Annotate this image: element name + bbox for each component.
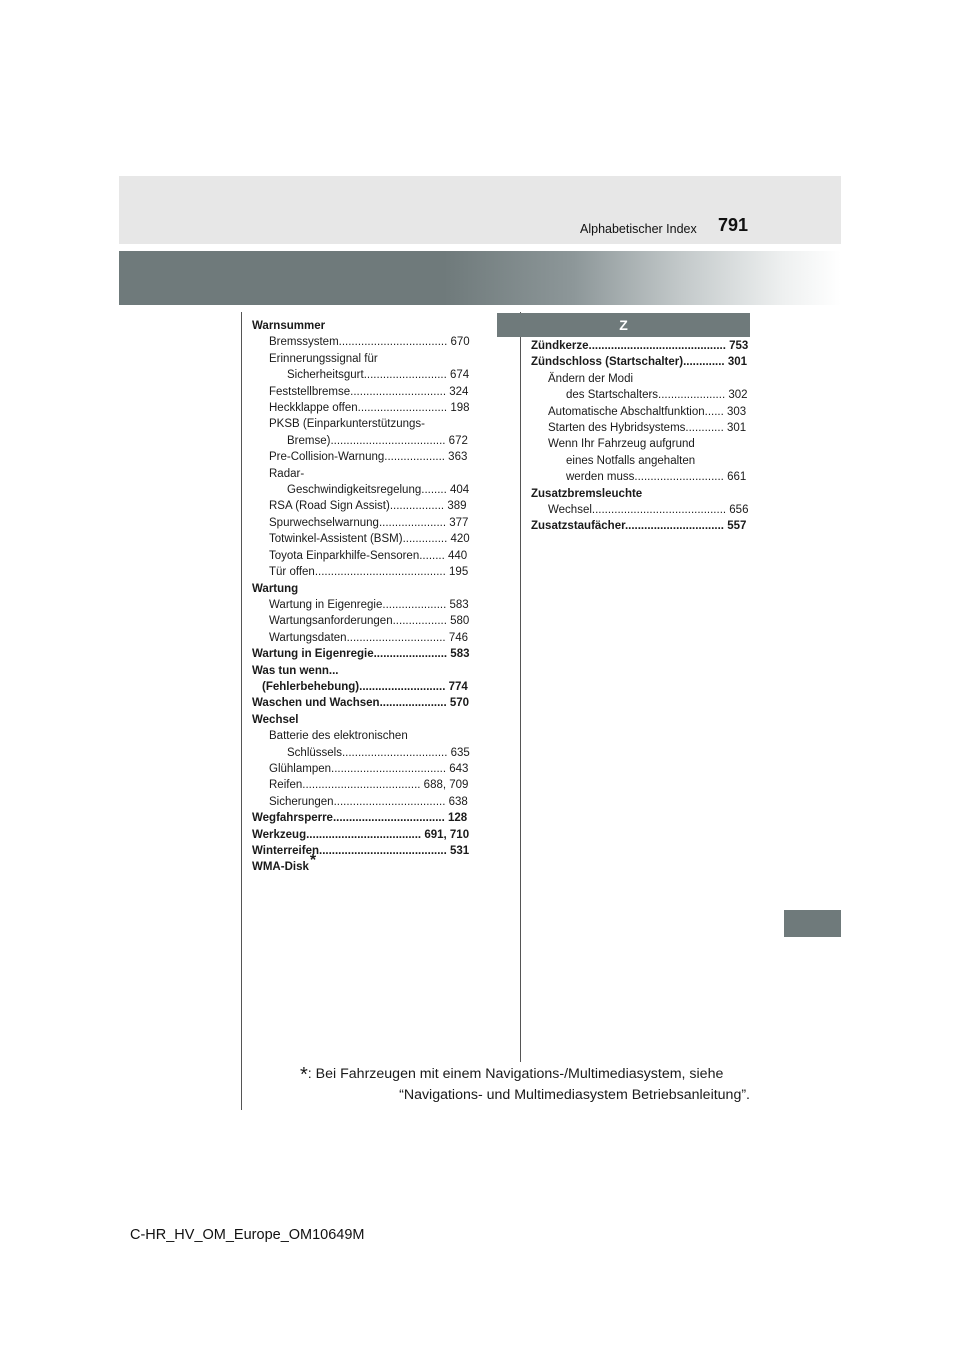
index-subentry <box>252 433 472 449</box>
entry-label: Reifen <box>269 779 303 792</box>
dot-leader: ..................................... <box>302 779 424 792</box>
page-reference: 128 <box>448 812 468 825</box>
entry-label: Winterreifen <box>252 845 319 857</box>
index-subentry <box>252 597 472 613</box>
index-subentry <box>252 728 472 744</box>
dot-leader: ................. <box>389 500 448 513</box>
index-heading <box>252 695 472 711</box>
dot-leader: .................................... <box>331 762 450 775</box>
page-reference: 198 <box>450 402 470 415</box>
page-reference: 688, 709 <box>423 779 469 792</box>
dot-leader: ..................... <box>379 697 450 710</box>
page-reference: 656 <box>729 504 749 517</box>
page-reference: 404 <box>450 484 470 497</box>
index-heading <box>531 518 751 534</box>
entry-label: Heckklappe offen <box>269 402 358 415</box>
entry-label: werden muss <box>566 471 635 484</box>
entry-label: Wenn Ihr Fahrzeug aufgrund <box>548 438 695 451</box>
index-subentry <box>252 761 472 777</box>
chapter-side-tab <box>784 910 841 937</box>
index-heading <box>252 827 472 843</box>
page-reference: 580 <box>450 615 470 628</box>
section-title: Alphabetischer Index <box>580 222 697 236</box>
entry-label: Waschen und Wachsen <box>252 697 380 710</box>
index-subentry <box>252 400 472 416</box>
entry-label: Bremse) <box>287 434 331 447</box>
index-heading <box>252 843 472 859</box>
page-reference: 303 <box>727 405 747 418</box>
index-heading <box>252 852 472 875</box>
entry-label: Wartung <box>252 582 299 595</box>
page-reference: 635 <box>450 746 470 759</box>
page-reference: 195 <box>449 566 469 579</box>
index-subentry <box>252 531 472 547</box>
dot-leader: ..................... <box>658 389 729 402</box>
dot-leader: .................................... <box>330 434 449 447</box>
footnote-star: * <box>309 852 317 870</box>
page-reference: 583 <box>450 648 470 661</box>
index-heading <box>252 581 472 597</box>
page-reference: 557 <box>727 520 747 533</box>
entry-label: RSA (Road Sign Assist) <box>269 500 390 513</box>
section-letter-header: Z <box>497 313 750 337</box>
page-number: 791 <box>718 215 749 235</box>
entry-label: Spurwechselwarnung <box>269 516 379 529</box>
page-reference: 691, 710 <box>424 828 470 841</box>
entry-label: Pre-Collision-Warnung <box>269 451 385 464</box>
page-reference: 670 <box>450 336 470 349</box>
index-heading <box>252 318 472 334</box>
footnote-line-2: “Navigations- und Multimediasystem Betriebsanleitung”. <box>399 1087 750 1103</box>
page-reference: 674 <box>450 369 470 382</box>
page-reference: 643 <box>449 762 469 775</box>
entry-label: Sicherheitsgurt <box>287 369 364 382</box>
page-reference: 440 <box>448 549 468 562</box>
index-heading <box>252 712 472 728</box>
footnote-line-1: : Bei Fahrzeugen mit einem Navigations-/Multimediasystem, siehe <box>307 1066 724 1082</box>
index-subentry <box>252 449 472 465</box>
entry-label: PKSB (Einparkunterstützungs- <box>269 418 425 431</box>
dot-leader: ........................................... <box>588 340 730 352</box>
entry-label: (Fehlerbehebung) <box>262 680 360 693</box>
entry-label: Starten des Hybridsystems <box>548 422 686 435</box>
entry-label: Wartung in Eigenregie <box>252 648 374 661</box>
index-subentry <box>252 777 472 793</box>
dot-leader: .......................... <box>363 369 450 382</box>
entry-label: Werkzeug <box>252 828 307 841</box>
entry-label: Batterie des elektronischen <box>269 730 408 743</box>
entry-label: Automatische Abschaltfunktion <box>548 405 705 418</box>
page-reference: 302 <box>728 389 748 402</box>
dot-leader: ............ <box>685 422 727 435</box>
column-rule-left <box>241 312 242 1110</box>
index-heading <box>252 810 472 826</box>
dot-leader: ........ <box>419 549 448 562</box>
index-subentry <box>252 745 472 761</box>
column-rule-middle <box>520 312 521 1062</box>
entry-label: Warnsummer <box>252 320 326 332</box>
page-reference: 774 <box>448 680 468 693</box>
page-reference: 531 <box>450 845 470 857</box>
index-subentry <box>531 371 751 387</box>
dot-leader: ............. <box>683 356 728 369</box>
entry-label: Tür offen <box>269 566 315 579</box>
chapter-band <box>119 251 841 305</box>
entry-label: eines Notfalls angehalten <box>566 454 696 467</box>
entry-label: Geschwindigkeitsregelung <box>287 484 422 497</box>
index-subentry <box>531 453 751 469</box>
index-subentry <box>531 404 751 420</box>
dot-leader: ............................ <box>634 471 728 484</box>
index-heading <box>252 679 472 695</box>
index-subentry <box>531 387 751 403</box>
dot-leader: ........................... <box>359 680 449 693</box>
index-subentry <box>252 334 472 350</box>
index-subentry <box>252 498 472 514</box>
entry-label: Toyota Einparkhilfe-Sensoren <box>269 549 420 562</box>
entry-label: Erinnerungssignal für <box>269 352 378 365</box>
dot-leader: ................................... <box>332 812 448 825</box>
dot-leader: ................. <box>392 615 451 628</box>
index-subentry <box>252 384 472 400</box>
index-subentry <box>252 515 472 531</box>
dot-leader: ................................. <box>341 746 451 759</box>
entry-label: Schlüssels <box>287 746 342 759</box>
index-heading <box>252 646 472 662</box>
page-reference: 583 <box>449 598 469 611</box>
dot-leader: ..................... <box>378 516 450 529</box>
entry-label: Glühlampen <box>269 762 332 775</box>
page-reference: 301 <box>726 422 747 435</box>
page-reference: 753 <box>729 340 749 352</box>
dot-leader: ....................... <box>373 648 451 661</box>
index-subentry <box>531 436 751 452</box>
entry-label: Radar- <box>269 467 305 480</box>
dot-leader: .............................. <box>350 385 450 398</box>
entry-label: WMA-Disk <box>252 861 309 874</box>
index-subentry <box>252 548 472 564</box>
entry-label: Wartungsdaten <box>269 631 347 644</box>
footnote-marker: * <box>300 1064 308 1086</box>
dot-leader: ................... <box>384 451 449 464</box>
entry-label: Totwinkel-Assistent (BSM) <box>269 533 403 546</box>
page-reference: 570 <box>449 697 470 710</box>
entry-label: des Startschalters <box>566 389 659 402</box>
page-reference: 301 <box>727 356 748 369</box>
dot-leader: .................... <box>382 598 450 611</box>
index-heading <box>531 338 751 354</box>
index-subentry <box>252 416 472 432</box>
index-subentry <box>252 351 472 367</box>
page-reference: 638 <box>448 795 468 808</box>
page-reference: 363 <box>448 451 468 464</box>
entry-label: Ändern der Modi <box>548 372 634 385</box>
dot-leader: ............................... <box>624 520 728 533</box>
entry-label: Zündkerze <box>531 340 589 352</box>
index-subentry <box>531 420 751 436</box>
entry-label: Wegfahrsperre <box>252 812 333 825</box>
index-subentry <box>252 482 472 498</box>
index-subentry <box>252 613 472 629</box>
index-heading <box>531 486 751 502</box>
index-subentry <box>252 794 472 810</box>
page-reference: 324 <box>449 385 469 398</box>
entry-label: Wartungsanforderungen <box>269 615 393 628</box>
entry-label: Wechsel <box>252 713 299 726</box>
index-subentry <box>531 502 751 518</box>
footnote <box>300 1064 750 1105</box>
dot-leader: .............. <box>402 533 451 546</box>
page-reference: 389 <box>447 500 467 513</box>
dot-leader: ................................... <box>333 795 449 808</box>
index-subentry <box>252 367 472 383</box>
entry-label: Sicherungen <box>269 795 334 808</box>
index-heading <box>252 663 472 679</box>
entry-label: Zusatzstaufächer <box>531 520 625 533</box>
dot-leader: ...... <box>704 405 727 418</box>
index-subentry <box>252 630 472 646</box>
index-column-right <box>531 338 751 535</box>
entry-label: Zusatzbremsleuchte <box>531 487 643 500</box>
dot-leader: .......................................... <box>591 504 730 517</box>
entry-label: Zündschloss (Startschalter) <box>531 356 684 369</box>
page-reference: 420 <box>450 533 470 546</box>
dot-leader: ............................ <box>357 402 451 415</box>
entry-label: Bremssystem <box>269 336 339 349</box>
dot-leader: .................................... <box>306 828 425 841</box>
entry-label: Wartung in Eigenregie <box>269 598 383 611</box>
entry-label: Feststellbremse <box>269 385 351 398</box>
page-reference: 672 <box>448 434 468 447</box>
dot-leader: ........ <box>421 484 451 497</box>
dot-leader: ........................................ <box>319 845 450 857</box>
index-subentry <box>531 469 751 485</box>
index-column-left <box>252 318 472 876</box>
index-heading <box>531 354 751 370</box>
document-code: C-HR_HV_OM_Europe_OM10649M <box>130 1227 365 1243</box>
index-subentry <box>252 564 472 580</box>
dot-leader: ............................... <box>346 631 449 644</box>
page-reference: 377 <box>449 516 469 529</box>
page-reference: 746 <box>448 631 469 644</box>
index-subentry <box>252 466 472 482</box>
page-reference: 661 <box>727 471 747 484</box>
entry-label: Wechsel <box>548 504 592 517</box>
dot-leader: ......................................... <box>314 566 450 579</box>
entry-label: Was tun wenn... <box>252 664 339 677</box>
dot-leader: .................................. <box>338 336 451 349</box>
